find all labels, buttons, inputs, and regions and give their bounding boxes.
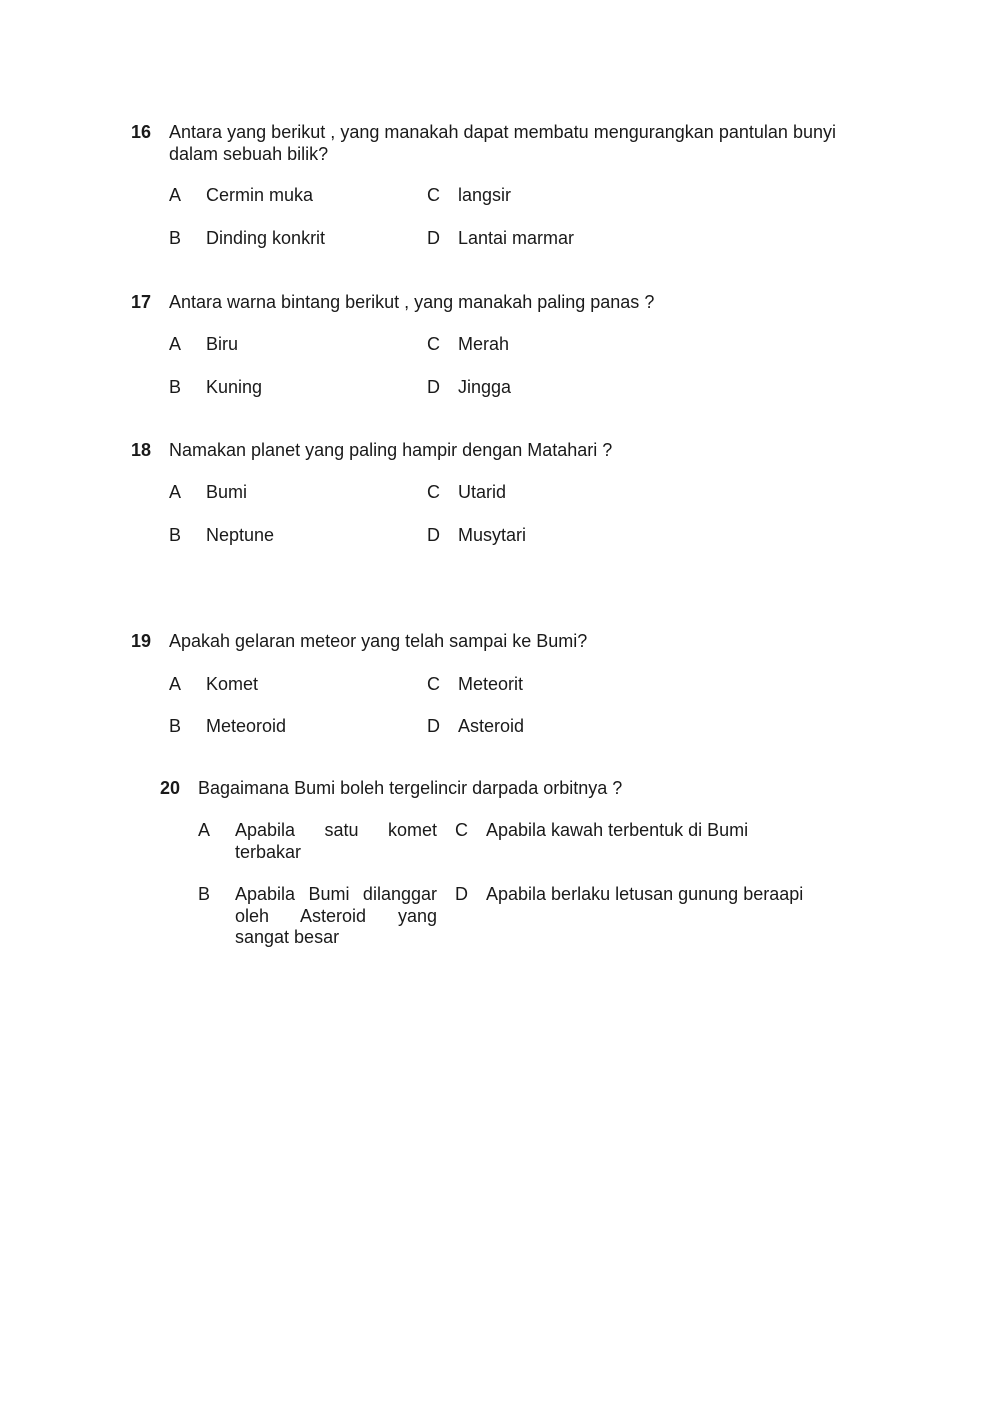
option-letter: C [427,482,440,502]
question-number: 19 [131,631,152,651]
options-row-2 [131,227,836,249]
option-text: Meteorit [458,674,524,694]
option-letter: D [427,716,440,736]
option-text: Meteoroid [206,716,287,736]
option-text: Asteroid [458,716,525,736]
option-letter: C [427,334,440,354]
question-header [131,630,851,652]
option-letter: D [427,377,440,397]
question-19 [131,630,851,737]
options-row-1 [131,481,851,503]
options-row-1 [131,333,851,355]
question-header [160,777,840,799]
option-letter: B [169,377,182,397]
option-text: Apabila satu komet terbakar [235,820,437,862]
option-text: Utarid [458,482,507,502]
option-letter: A [198,820,211,840]
question-20 [160,777,840,950]
question-text: Bagaimana Bumi boleh tergelincir darpada orbitnya ? [198,778,623,798]
option-text: Apabila Bumi dilanggar oleh Asteroid yang sangat besar [235,884,437,947]
option-text: Cermin muka [206,185,314,205]
question-number: 16 [131,122,152,142]
option-text: langsir [458,185,512,205]
option-letter: D [455,884,468,904]
option-letter: C [455,820,468,840]
question-17 [131,291,851,398]
option-text: Apabila kawah terbentuk di Bumi [486,820,749,840]
question-number: 18 [131,440,152,460]
question-header [131,439,851,461]
option-letter: B [169,228,182,248]
question-text: Apakah gelaran meteor yang telah sampai ke Bumi? [169,631,588,651]
option-letter: A [169,185,182,205]
question-header [131,291,851,313]
option-text: Bumi [206,482,248,502]
option-letter: A [169,482,182,502]
options-row-1 [160,820,840,864]
question-number: 17 [131,292,152,312]
options-row-1 [131,673,851,695]
options-row-2 [131,376,851,398]
question-16 [131,121,836,249]
options-row-2 [160,884,840,950]
option-text: Biru [206,334,239,354]
option-letter: A [169,674,182,694]
option-text: Neptune [206,525,275,545]
option-text: Komet [206,674,259,694]
option-letter: A [169,334,182,354]
option-letter: B [169,716,182,736]
option-text: Kuning [206,377,263,397]
option-letter: D [427,525,440,545]
question-text: Antara yang berikut , yang manakah dapat membatu mengurangkan pantulan bunyi dalam sebuah bilik? [169,122,836,164]
option-text: Apabila berlaku letusan gunung beraapi [486,884,804,904]
options-row-2 [131,524,851,546]
option-text: Dinding konkrit [206,228,326,248]
question-header [131,121,836,165]
options-row-1 [131,184,836,206]
question-18 [131,439,851,546]
question-number: 20 [160,778,181,798]
option-letter: D [427,228,440,248]
option-letter: B [198,884,211,904]
option-text: Jingga [458,377,512,397]
option-text: Merah [458,334,510,354]
question-text: Antara warna bintang berikut , yang manakah paling panas ? [169,292,655,312]
options-row-2 [131,715,851,737]
option-text: Musytari [458,525,527,545]
question-text: Namakan planet yang paling hampir dengan Matahari ? [169,440,613,460]
option-letter: C [427,674,440,694]
option-letter: B [169,525,182,545]
option-letter: C [427,185,440,205]
option-text: Lantai marmar [458,228,575,248]
